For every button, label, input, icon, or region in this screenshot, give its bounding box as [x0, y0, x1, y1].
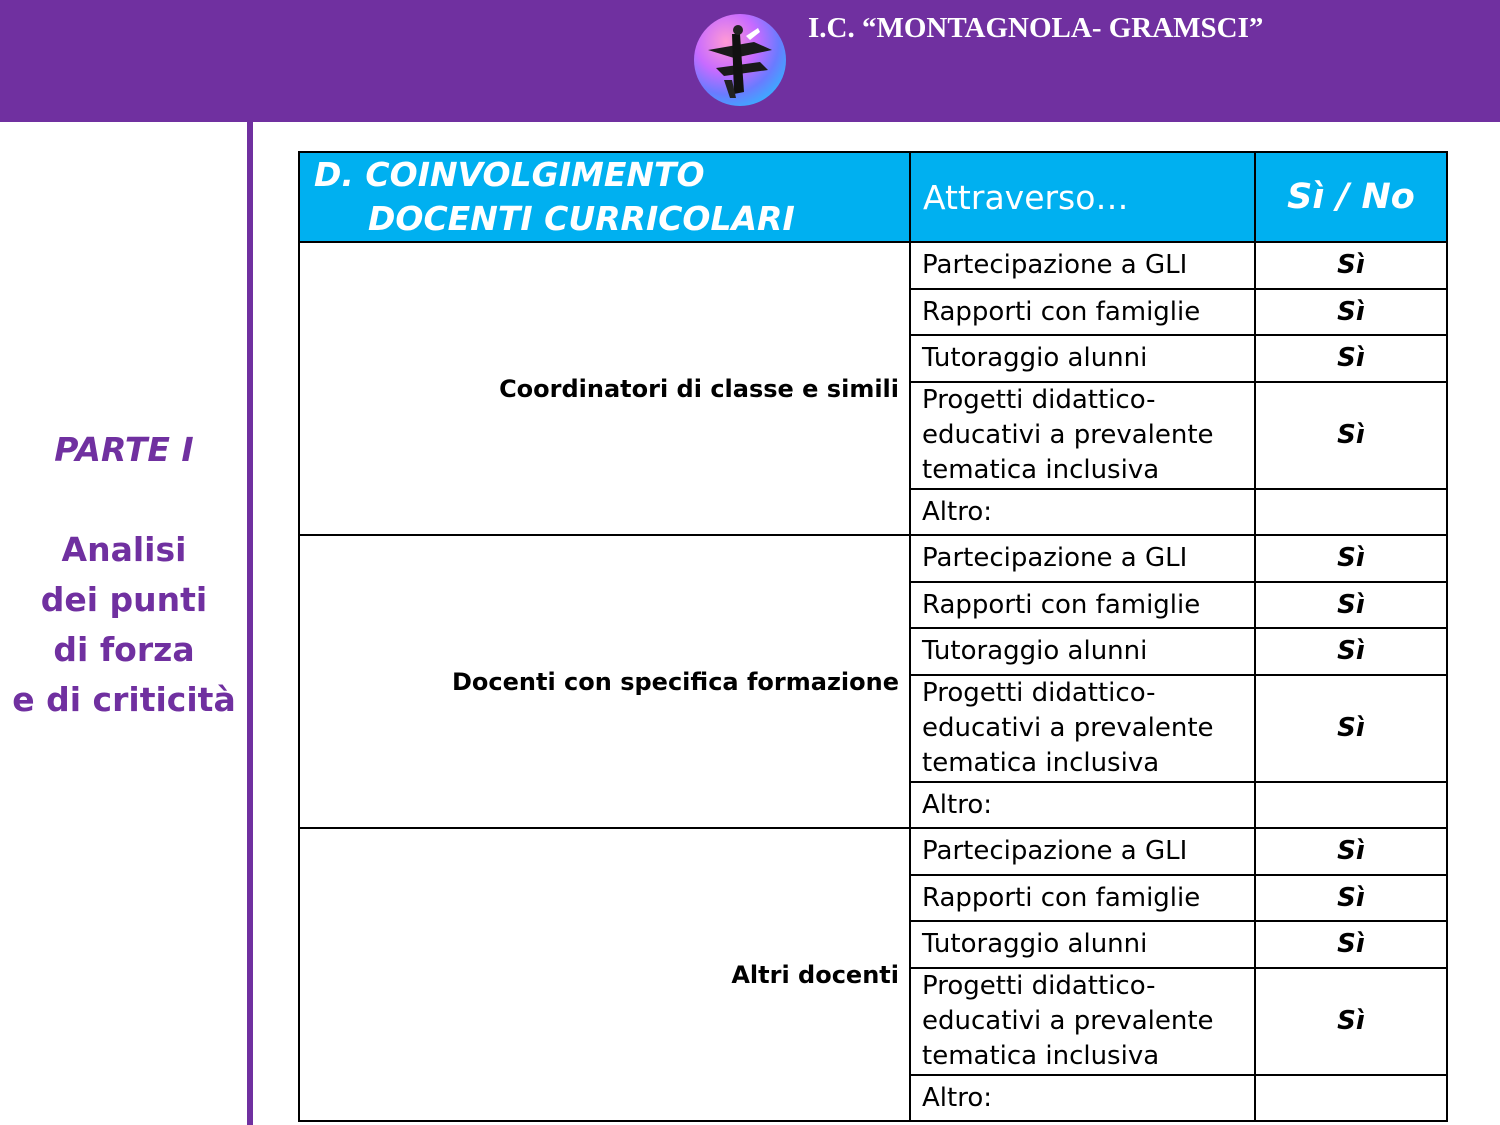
value-cell — [1255, 782, 1447, 829]
table-row — [299, 828, 1447, 875]
option-line: tematica inclusiva — [922, 454, 1160, 485]
option-line: educativi a prevalente — [922, 712, 1214, 743]
option-line: tematica inclusiva — [922, 747, 1160, 778]
option-cell: Altro: — [910, 1075, 1255, 1122]
option-cell: Rapporti con famiglie — [910, 289, 1255, 336]
option-cell: Tutoraggio alunni — [910, 921, 1255, 968]
value-cell: Sì — [1255, 382, 1447, 489]
option-line: educativi a prevalente — [922, 1005, 1214, 1036]
value-cell — [1255, 1075, 1447, 1122]
option-cell — [910, 968, 1255, 1075]
value-cell — [1255, 489, 1447, 536]
header-section-title — [299, 152, 910, 242]
school-logo-icon — [694, 14, 786, 106]
header-attraverso: Attraverso… — [910, 152, 1255, 242]
value-cell: Sì — [1255, 242, 1447, 289]
category-cell: Docenti con specifica formazione — [299, 535, 910, 828]
value-cell: Sì — [1255, 921, 1447, 968]
option-cell: Rapporti con famiglie — [910, 875, 1255, 922]
option-cell — [910, 382, 1255, 489]
option-cell: Altro: — [910, 782, 1255, 829]
table-body — [299, 242, 1447, 1121]
value-cell: Sì — [1255, 289, 1447, 336]
header-title-line1: D. COINVOLGIMENTO — [314, 155, 705, 194]
option-cell: Rapporti con famiglie — [910, 582, 1255, 629]
category-cell: Altri docenti — [299, 828, 910, 1121]
header-title-line2: DOCENTI CURRICOLARI — [368, 199, 795, 238]
option-cell: Partecipazione a GLI — [910, 828, 1255, 875]
option-cell: Partecipazione a GLI — [910, 535, 1255, 582]
school-title: I.C. “MONTAGNOLA- GRAMSCI” — [808, 12, 1264, 44]
value-cell: Sì — [1255, 675, 1447, 782]
option-cell: Tutoraggio alunni — [910, 335, 1255, 382]
value-cell: Sì — [1255, 828, 1447, 875]
option-line: Progetti didattico- — [922, 970, 1156, 1001]
part-title: PARTE I — [54, 430, 194, 469]
value-cell: Sì — [1255, 582, 1447, 629]
option-cell: Altro: — [910, 489, 1255, 536]
table-row — [299, 535, 1447, 582]
value-cell: Sì — [1255, 628, 1447, 675]
option-line: tematica inclusiva — [922, 1040, 1160, 1071]
value-cell: Sì — [1255, 875, 1447, 922]
value-cell: Sì — [1255, 535, 1447, 582]
option-cell — [910, 675, 1255, 782]
side-panel — [0, 425, 248, 725]
header-si-no: Sì / No — [1255, 152, 1447, 242]
option-cell: Partecipazione a GLI — [910, 242, 1255, 289]
involvement-table — [298, 151, 1448, 1122]
table-header-row — [299, 152, 1447, 242]
option-cell: Tutoraggio alunni — [910, 628, 1255, 675]
option-line: educativi a prevalente — [922, 419, 1214, 450]
option-line: Progetti didattico- — [922, 677, 1156, 708]
option-line: Progetti didattico- — [922, 384, 1156, 415]
category-cell: Coordinatori di classe e simili — [299, 242, 910, 535]
table-row — [299, 242, 1447, 289]
value-cell: Sì — [1255, 968, 1447, 1075]
value-cell: Sì — [1255, 335, 1447, 382]
side-line: dei punti — [40, 580, 208, 619]
side-line: e di criticità — [12, 680, 236, 719]
side-line: di forza — [53, 630, 195, 669]
side-line: Analisi — [61, 530, 187, 569]
